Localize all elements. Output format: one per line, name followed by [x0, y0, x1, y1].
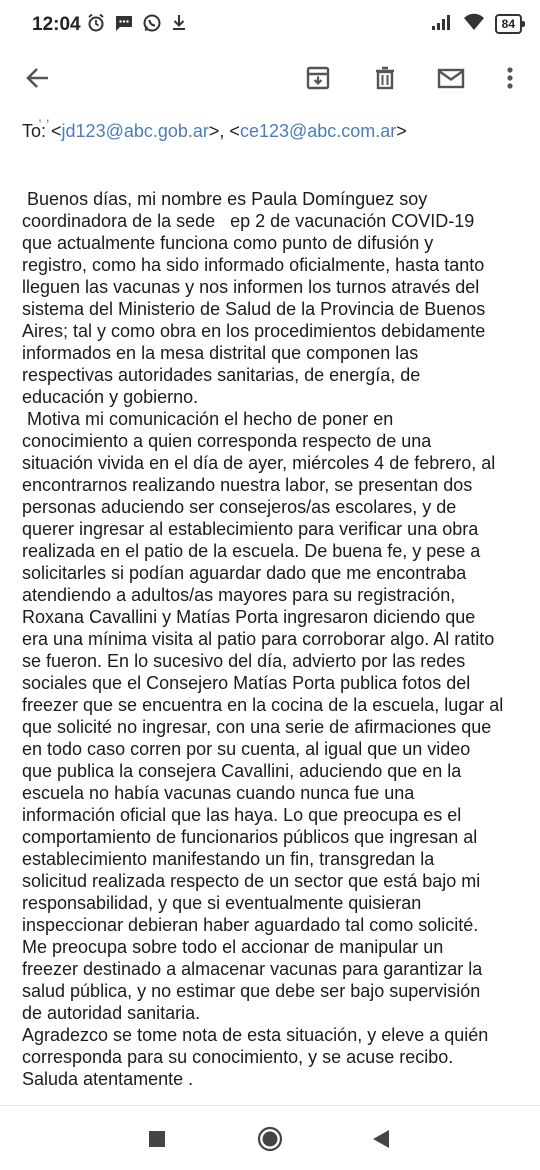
- email-body: [22, 188, 522, 1090]
- system-icons: [431, 12, 522, 36]
- message-icon: [114, 13, 134, 38]
- arrow-back-icon: [24, 64, 52, 92]
- wifi-icon: [463, 13, 485, 36]
- mark-unread-button[interactable]: [429, 56, 473, 100]
- email-app-bar: [0, 50, 540, 108]
- back-icon: [372, 1129, 390, 1149]
- clipped-header-remnant: , ,: [38, 108, 50, 124]
- back-button[interactable]: [16, 56, 60, 100]
- system-nav-bar: [0, 1108, 540, 1170]
- delete-icon: [371, 64, 399, 92]
- recipient-email-link[interactable]: jd123@abc.gob.ar: [61, 121, 209, 141]
- email-paragraph: Agradezco se tome nota de esta situación, y eleve a quién corresponda para su conocimiento, y se acuse recibo. Saluda atentamente .: [22, 1025, 489, 1089]
- nav-back-button[interactable]: [366, 1124, 396, 1154]
- mail-icon: [436, 64, 466, 92]
- battery-icon: 84: [495, 14, 522, 34]
- archive-icon: [304, 64, 332, 92]
- recipient-separator: >, <: [208, 121, 240, 141]
- recents-button[interactable]: [142, 1124, 172, 1154]
- alarm-icon: [86, 13, 106, 38]
- home-icon: [257, 1126, 283, 1152]
- status-time: 12:04: [32, 14, 81, 35]
- email-paragraph: Buenos días, mi nombre es Paula Domínguez soy coordinadora de la sede ep 2 de vacunación COVID-19 que actualmente funciona como punto de difusión y registro, como ha sido informado oficialmente, hasta tanto lleguen las vacunas y nos informen los turnos através del sistema del Ministerio de Salud de la Provincia de Buenos Aires; tal y como obra en los procedimientos debidamente informados en la mesa distrital que componen las respectivas autoridades sanitarias, de energía, de educación y gobierno.: [22, 189, 486, 407]
- recipient-email-link[interactable]: ce123@abc.com.ar: [239, 121, 397, 141]
- more-options-button[interactable]: [488, 56, 532, 100]
- delete-button[interactable]: [363, 56, 407, 100]
- whatsapp-icon: [142, 13, 162, 38]
- notification-icons: [86, 14, 188, 36]
- to-line-end: >: [396, 121, 407, 141]
- signal-icon: [431, 13, 453, 36]
- home-button[interactable]: [255, 1124, 285, 1154]
- archive-button[interactable]: [296, 56, 340, 100]
- divider: [0, 1105, 540, 1106]
- download-icon: [170, 13, 188, 38]
- to-recipients-line: [22, 118, 407, 144]
- more-vert-icon: [505, 64, 515, 92]
- email-paragraph: Motiva mi comunicación el hecho de poner en conocimiento a quien corresponda respecto de una situación vivida en el día de ayer, miércoles 4 de febrero, al encontrarnos realizando nuestra labor, se presentan dos personas aduciendo ser consejeros/as escolares, y de querer ingresar al establecimiento para verificar una obra realizada en el patio de la escuela. De buena fe, y pese a solicitarles si podían aguardar dado que me encontraba atendiendo a adultos/as mayores para su registración, Roxana Cavallini y Matías Porta ingresaron diciendo que era una mínima visita al patio para corroborar algo. Al ratito se fueron. En lo sucesivo del día, advierto por las redes sociales que el Consejero Matías Porta publica fotos del freezer que se encuentra en la cocina de la escuela, lugar al que solicité no ingresar, con una serie de afirmaciones que en todo caso corren por su cuenta, al igual que un video que publica la consejera Cavallini, aduciendo que en la escuela no había vacunas cuando nunca fue una información oficial que las haya. Lo que preocupa es el comportamiento de funcionarios públicos que ingresan al establecimiento manifestando un fin, transgredan la solicitud realizada respecto de un sector que está bajo mi responsabilidad, y que si eventualmente quisieran inspeccionar debieran haber aguardado tal como solicité. Me preocupa sobre todo el accionar de manipular un freezer destinado a almacenar vacunas para garantizar la salud pública, y no estimar que debe ser bajo supervisión de autoridad sanitaria.: [22, 409, 504, 1023]
- to-label: To: <: [22, 121, 62, 141]
- recents-icon: [148, 1130, 166, 1148]
- status-bar: [0, 0, 540, 50]
